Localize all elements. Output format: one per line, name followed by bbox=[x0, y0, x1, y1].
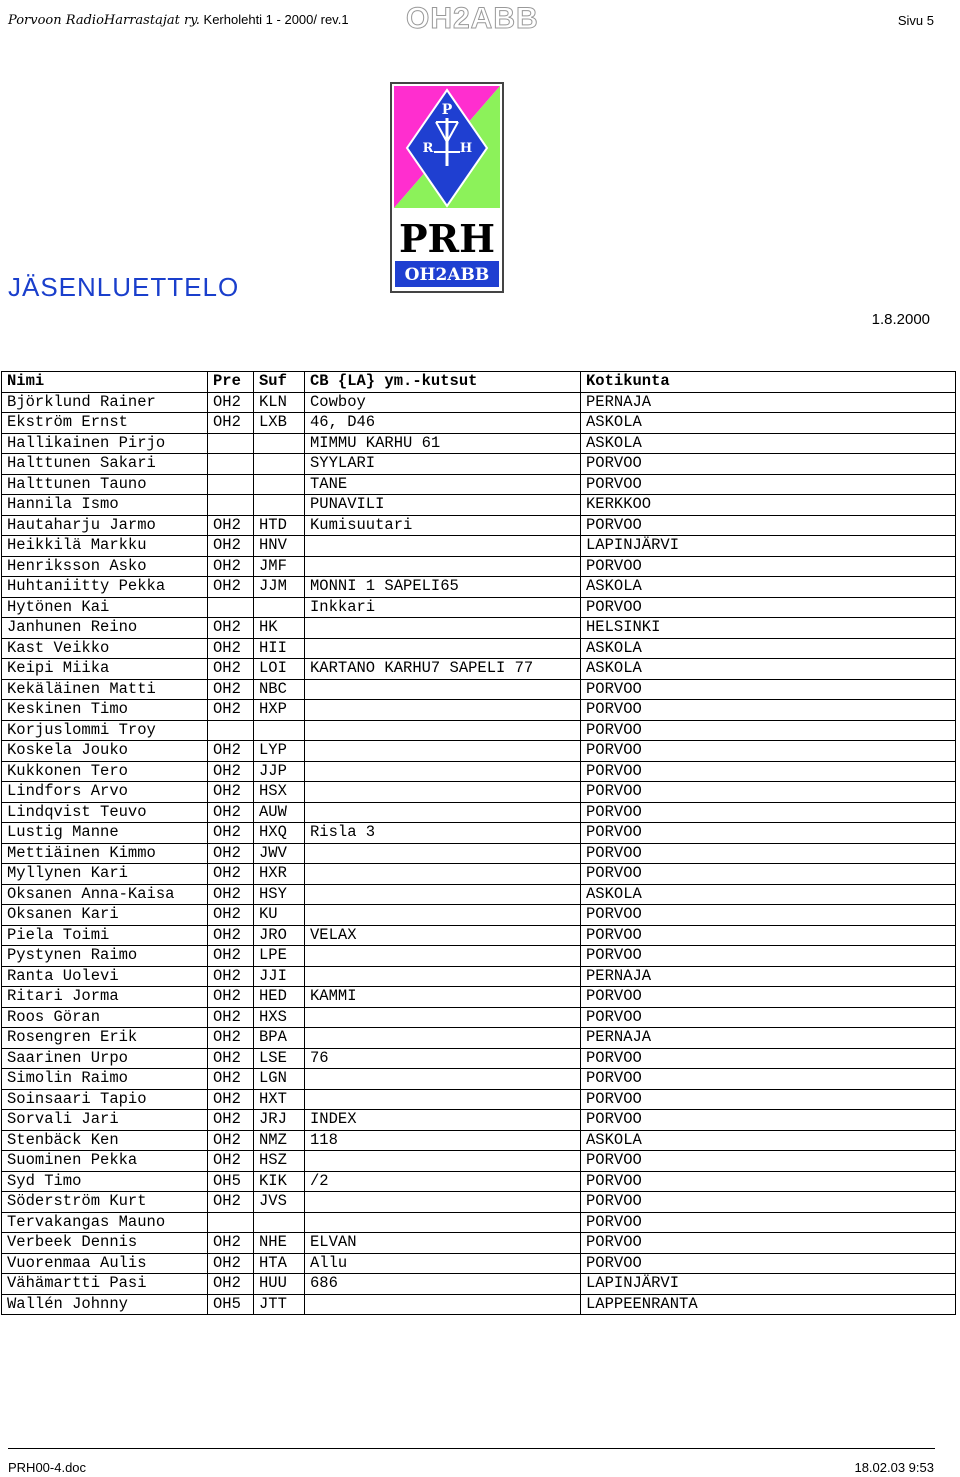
cell-suffix: LYP bbox=[254, 741, 305, 762]
cell-suffix: KIK bbox=[254, 1171, 305, 1192]
cell-name: Korjuslommi Troy bbox=[2, 720, 208, 741]
cell-cb-calls bbox=[305, 741, 581, 762]
cell-prefix: OH2 bbox=[208, 761, 254, 782]
cell-hometown: PORVOO bbox=[581, 1089, 956, 1110]
cell-hometown: PORVOO bbox=[581, 925, 956, 946]
table-row bbox=[2, 433, 956, 454]
cell-name: Mettiäinen Kimmo bbox=[2, 843, 208, 864]
cell-hometown: PORVOO bbox=[581, 1192, 956, 1213]
cell-hometown: PORVOO bbox=[581, 679, 956, 700]
cell-name: Vähämartti Pasi bbox=[2, 1274, 208, 1295]
cell-suffix: HXQ bbox=[254, 823, 305, 844]
cell-prefix: OH2 bbox=[208, 1069, 254, 1090]
cell-name: Halttunen Sakari bbox=[2, 454, 208, 475]
cell-cb-calls: KARTANO KARHU7 SAPELI 77 bbox=[305, 659, 581, 680]
cell-prefix bbox=[208, 433, 254, 454]
cell-hometown: LAPPEENRANTA bbox=[581, 1294, 956, 1315]
cell-cb-calls bbox=[305, 720, 581, 741]
cell-suffix bbox=[254, 1212, 305, 1233]
cell-name: Kast Veikko bbox=[2, 638, 208, 659]
cell-prefix: OH2 bbox=[208, 659, 254, 680]
cell-prefix: OH2 bbox=[208, 1233, 254, 1254]
cell-cb-calls bbox=[305, 536, 581, 557]
cell-hometown: ASKOLA bbox=[581, 638, 956, 659]
cell-prefix: OH2 bbox=[208, 1048, 254, 1069]
cell-name: Henriksson Asko bbox=[2, 556, 208, 577]
cell-suffix: LPE bbox=[254, 946, 305, 967]
cell-cb-calls bbox=[305, 638, 581, 659]
cell-name: Hytönen Kai bbox=[2, 597, 208, 618]
cell-hometown: PORVOO bbox=[581, 454, 956, 475]
cell-hometown: PORVOO bbox=[581, 1007, 956, 1028]
cell-cb-calls: VELAX bbox=[305, 925, 581, 946]
cell-cb-calls: INDEX bbox=[305, 1110, 581, 1131]
cell-suffix: HUU bbox=[254, 1274, 305, 1295]
cell-cb-calls bbox=[305, 556, 581, 577]
cell-hometown: PORVOO bbox=[581, 1253, 956, 1274]
cell-cb-calls bbox=[305, 843, 581, 864]
cell-cb-calls bbox=[305, 966, 581, 987]
cell-prefix bbox=[208, 597, 254, 618]
cell-prefix: OH2 bbox=[208, 1089, 254, 1110]
prh-logo bbox=[390, 82, 504, 293]
cell-prefix: OH2 bbox=[208, 618, 254, 639]
table-row bbox=[2, 495, 956, 516]
cell-suffix: JJM bbox=[254, 577, 305, 598]
cell-prefix: OH2 bbox=[208, 577, 254, 598]
list-date: 1.8.2000 bbox=[871, 311, 930, 328]
cell-hometown: HELSINKI bbox=[581, 618, 956, 639]
cell-prefix: OH2 bbox=[208, 966, 254, 987]
table-row bbox=[2, 1171, 956, 1192]
cell-cb-calls bbox=[305, 679, 581, 700]
cell-cb-calls: Allu bbox=[305, 1253, 581, 1274]
cell-hometown: PERNAJA bbox=[581, 966, 956, 987]
header-name: Nimi bbox=[2, 372, 208, 393]
cell-suffix: JTT bbox=[254, 1294, 305, 1315]
cell-prefix: OH2 bbox=[208, 700, 254, 721]
cell-suffix: HSY bbox=[254, 884, 305, 905]
cell-cb-calls bbox=[305, 1089, 581, 1110]
cell-prefix: OH2 bbox=[208, 515, 254, 536]
table-row bbox=[2, 577, 956, 598]
cell-prefix bbox=[208, 474, 254, 495]
cell-name: Ritari Jorma bbox=[2, 987, 208, 1008]
cell-hometown: PORVOO bbox=[581, 1048, 956, 1069]
cell-cb-calls: PUNAVILI bbox=[305, 495, 581, 516]
cell-prefix: OH5 bbox=[208, 1294, 254, 1315]
cell-prefix: OH2 bbox=[208, 946, 254, 967]
header-prefix: Pre bbox=[208, 372, 254, 393]
cell-name: Janhunen Reino bbox=[2, 618, 208, 639]
cell-hometown: LAPINJÄRVI bbox=[581, 536, 956, 557]
logo-letter-p: P bbox=[441, 102, 453, 118]
cell-hometown: PORVOO bbox=[581, 761, 956, 782]
cell-suffix: KU bbox=[254, 905, 305, 926]
table-row bbox=[2, 823, 956, 844]
cell-suffix: KLN bbox=[254, 392, 305, 413]
table-row bbox=[2, 1233, 956, 1254]
cell-prefix bbox=[208, 1212, 254, 1233]
cell-suffix: JJI bbox=[254, 966, 305, 987]
cell-name: Rosengren Erik bbox=[2, 1028, 208, 1049]
cell-suffix: HNV bbox=[254, 536, 305, 557]
header-cb-calls: CB {LA} ym.-kutsut bbox=[305, 372, 581, 393]
page-title: JÄSENLUETTELO bbox=[8, 272, 240, 302]
cell-prefix: OH2 bbox=[208, 679, 254, 700]
cell-hometown: ASKOLA bbox=[581, 433, 956, 454]
table-row bbox=[2, 597, 956, 618]
table-row bbox=[2, 454, 956, 475]
cell-cb-calls: TANE bbox=[305, 474, 581, 495]
cell-hometown: PORVOO bbox=[581, 556, 956, 577]
cell-name: Halttunen Tauno bbox=[2, 474, 208, 495]
table-row bbox=[2, 987, 956, 1008]
cell-name: Suominen Pekka bbox=[2, 1151, 208, 1172]
cell-name: Lindfors Arvo bbox=[2, 782, 208, 803]
cell-prefix bbox=[208, 495, 254, 516]
cell-prefix: OH2 bbox=[208, 1253, 254, 1274]
cell-cb-calls: MONNI 1 SAPELI65 bbox=[305, 577, 581, 598]
table-row bbox=[2, 1110, 956, 1131]
table-row bbox=[2, 1028, 956, 1049]
cell-cb-calls: /2 bbox=[305, 1171, 581, 1192]
cell-prefix: OH2 bbox=[208, 413, 254, 434]
table-row bbox=[2, 474, 956, 495]
cell-hometown: PORVOO bbox=[581, 802, 956, 823]
cell-prefix: OH5 bbox=[208, 1171, 254, 1192]
logo-letter-h: H bbox=[459, 141, 473, 156]
cell-cb-calls bbox=[305, 700, 581, 721]
cell-name: Soinsaari Tapio bbox=[2, 1089, 208, 1110]
cell-prefix: OH2 bbox=[208, 802, 254, 823]
table-row bbox=[2, 843, 956, 864]
page-header bbox=[8, 4, 938, 34]
cell-prefix: OH2 bbox=[208, 1130, 254, 1151]
table-header-row bbox=[2, 372, 956, 393]
table-row bbox=[2, 515, 956, 536]
cell-hometown: ASKOLA bbox=[581, 413, 956, 434]
cell-prefix: OH2 bbox=[208, 1007, 254, 1028]
cell-hometown: PORVOO bbox=[581, 700, 956, 721]
cell-hometown: PORVOO bbox=[581, 474, 956, 495]
cell-suffix: NHE bbox=[254, 1233, 305, 1254]
header-suffix: Suf bbox=[254, 372, 305, 393]
cell-name: Pystynen Raimo bbox=[2, 946, 208, 967]
cell-name: Myllynen Kari bbox=[2, 864, 208, 885]
cell-hometown: PORVOO bbox=[581, 864, 956, 885]
cell-hometown: PERNAJA bbox=[581, 1028, 956, 1049]
newsletter-brand bbox=[8, 12, 349, 28]
cell-cb-calls: KAMMI bbox=[305, 987, 581, 1008]
cell-suffix bbox=[254, 495, 305, 516]
cell-cb-calls: 46, D46 bbox=[305, 413, 581, 434]
table-row bbox=[2, 761, 956, 782]
cell-suffix: LGN bbox=[254, 1069, 305, 1090]
cell-name: Lustig Manne bbox=[2, 823, 208, 844]
cell-prefix: OH2 bbox=[208, 536, 254, 557]
cell-hometown: PERNAJA bbox=[581, 392, 956, 413]
ghost-callsign: OH2ABB bbox=[406, 2, 539, 35]
cell-hometown: PORVOO bbox=[581, 1212, 956, 1233]
cell-suffix: BPA bbox=[254, 1028, 305, 1049]
cell-cb-calls: 118 bbox=[305, 1130, 581, 1151]
cell-hometown: ASKOLA bbox=[581, 577, 956, 598]
cell-cb-calls: ELVAN bbox=[305, 1233, 581, 1254]
cell-name: Lindqvist Teuvo bbox=[2, 802, 208, 823]
table-row bbox=[2, 782, 956, 803]
cell-hometown: PORVOO bbox=[581, 843, 956, 864]
cell-hometown: PORVOO bbox=[581, 823, 956, 844]
cell-cb-calls bbox=[305, 946, 581, 967]
cell-hometown: PORVOO bbox=[581, 782, 956, 803]
cell-cb-calls bbox=[305, 761, 581, 782]
table-row bbox=[2, 679, 956, 700]
cell-name: Hautaharju Jarmo bbox=[2, 515, 208, 536]
cell-cb-calls bbox=[305, 864, 581, 885]
cell-cb-calls bbox=[305, 1151, 581, 1172]
table-row bbox=[2, 556, 956, 577]
table-row bbox=[2, 1069, 956, 1090]
table-row bbox=[2, 638, 956, 659]
cell-name: Huhtaniitty Pekka bbox=[2, 577, 208, 598]
table-row bbox=[2, 1089, 956, 1110]
cell-cb-calls bbox=[305, 782, 581, 803]
cell-prefix: OH2 bbox=[208, 843, 254, 864]
footer-divider bbox=[8, 1448, 935, 1449]
cell-name: Koskela Jouko bbox=[2, 741, 208, 762]
table-row bbox=[2, 536, 956, 557]
cell-cb-calls bbox=[305, 905, 581, 926]
cell-prefix: OH2 bbox=[208, 392, 254, 413]
cell-name: Hannila Ismo bbox=[2, 495, 208, 516]
cell-name: Roos Göran bbox=[2, 1007, 208, 1028]
table-row bbox=[2, 1007, 956, 1028]
cell-prefix: OH2 bbox=[208, 741, 254, 762]
cell-suffix: JRJ bbox=[254, 1110, 305, 1131]
cell-hometown: PORVOO bbox=[581, 597, 956, 618]
cell-prefix: OH2 bbox=[208, 884, 254, 905]
cell-prefix bbox=[208, 454, 254, 475]
cell-suffix: HK bbox=[254, 618, 305, 639]
table-row bbox=[2, 413, 956, 434]
cell-hometown: PORVOO bbox=[581, 905, 956, 926]
cell-suffix: HSX bbox=[254, 782, 305, 803]
table-row bbox=[2, 1048, 956, 1069]
table-row bbox=[2, 1274, 956, 1295]
logo-callsign: OH2ABB bbox=[404, 265, 490, 285]
cell-name: Stenbäck Ken bbox=[2, 1130, 208, 1151]
cell-hometown: ASKOLA bbox=[581, 1130, 956, 1151]
table-row bbox=[2, 720, 956, 741]
cell-hometown: PORVOO bbox=[581, 515, 956, 536]
cell-cb-calls: Inkkari bbox=[305, 597, 581, 618]
cell-cb-calls bbox=[305, 1192, 581, 1213]
cell-suffix: JVS bbox=[254, 1192, 305, 1213]
table-row bbox=[2, 700, 956, 721]
table-row bbox=[2, 1212, 956, 1233]
cell-name: Piela Toimi bbox=[2, 925, 208, 946]
cell-suffix: HXT bbox=[254, 1089, 305, 1110]
cell-cb-calls bbox=[305, 618, 581, 639]
table-row bbox=[2, 884, 956, 905]
table-row bbox=[2, 946, 956, 967]
cell-cb-calls: 686 bbox=[305, 1274, 581, 1295]
cell-name: Heikkilä Markku bbox=[2, 536, 208, 557]
cell-suffix bbox=[254, 454, 305, 475]
table-row bbox=[2, 1294, 956, 1315]
cell-name: Keskinen Timo bbox=[2, 700, 208, 721]
cell-suffix: NMZ bbox=[254, 1130, 305, 1151]
cell-suffix: HTD bbox=[254, 515, 305, 536]
cell-prefix: OH2 bbox=[208, 1151, 254, 1172]
cell-suffix: JMF bbox=[254, 556, 305, 577]
cell-name: Syd Timo bbox=[2, 1171, 208, 1192]
cell-cb-calls: Cowboy bbox=[305, 392, 581, 413]
cell-cb-calls: MIMMU KARHU 61 bbox=[305, 433, 581, 454]
cell-prefix: OH2 bbox=[208, 556, 254, 577]
cell-prefix: OH2 bbox=[208, 782, 254, 803]
cell-prefix: OH2 bbox=[208, 1192, 254, 1213]
cell-hometown: PORVOO bbox=[581, 1171, 956, 1192]
cell-name: Ranta Uolevi bbox=[2, 966, 208, 987]
cell-cb-calls: Risla 3 bbox=[305, 823, 581, 844]
cell-suffix bbox=[254, 433, 305, 454]
logo-letter-r: R bbox=[422, 141, 434, 156]
cell-cb-calls bbox=[305, 1028, 581, 1049]
cell-prefix: OH2 bbox=[208, 1110, 254, 1131]
member-rows bbox=[2, 392, 956, 1315]
cell-hometown: PORVOO bbox=[581, 946, 956, 967]
footer-timestamp: 18.02.03 9:53 bbox=[854, 1460, 934, 1475]
cell-name: Verbeek Dennis bbox=[2, 1233, 208, 1254]
cell-suffix: JWV bbox=[254, 843, 305, 864]
table-row bbox=[2, 925, 956, 946]
table-row bbox=[2, 1151, 956, 1172]
cell-hometown: ASKOLA bbox=[581, 884, 956, 905]
cell-hometown: PORVOO bbox=[581, 987, 956, 1008]
header-hometown: Kotikunta bbox=[581, 372, 956, 393]
cell-name: Simolin Raimo bbox=[2, 1069, 208, 1090]
cell-suffix: HSZ bbox=[254, 1151, 305, 1172]
cell-name: Sorvali Jari bbox=[2, 1110, 208, 1131]
cell-cb-calls bbox=[305, 884, 581, 905]
cell-hometown: LAPINJÄRVI bbox=[581, 1274, 956, 1295]
issue-label: Kerholehti 1 - 2000/ rev.1 bbox=[199, 12, 349, 27]
table-row bbox=[2, 1130, 956, 1151]
cell-name: Hallikainen Pirjo bbox=[2, 433, 208, 454]
cell-prefix: OH2 bbox=[208, 905, 254, 926]
cell-suffix bbox=[254, 720, 305, 741]
cell-cb-calls bbox=[305, 1069, 581, 1090]
cell-cb-calls: 76 bbox=[305, 1048, 581, 1069]
cell-suffix: AUW bbox=[254, 802, 305, 823]
cell-hometown: PORVOO bbox=[581, 1233, 956, 1254]
cell-suffix: LOI bbox=[254, 659, 305, 680]
cell-suffix: HED bbox=[254, 987, 305, 1008]
table-row bbox=[2, 392, 956, 413]
cell-suffix bbox=[254, 474, 305, 495]
cell-hometown: KERKKOO bbox=[581, 495, 956, 516]
cell-hometown: ASKOLA bbox=[581, 659, 956, 680]
cell-suffix: JJP bbox=[254, 761, 305, 782]
table-row bbox=[2, 741, 956, 762]
cell-name: Keipi Miika bbox=[2, 659, 208, 680]
cell-suffix: HTA bbox=[254, 1253, 305, 1274]
cell-cb-calls bbox=[305, 1007, 581, 1028]
cell-name: Tervakangas Mauno bbox=[2, 1212, 208, 1233]
table-row bbox=[2, 618, 956, 639]
cell-hometown: PORVOO bbox=[581, 741, 956, 762]
cell-name: Oksanen Anna-Kaisa bbox=[2, 884, 208, 905]
cell-name: Vuorenmaa Aulis bbox=[2, 1253, 208, 1274]
page-number: Sivu 5 bbox=[897, 13, 934, 28]
cell-prefix: OH2 bbox=[208, 864, 254, 885]
cell-prefix bbox=[208, 720, 254, 741]
cell-suffix: HII bbox=[254, 638, 305, 659]
cell-name: Kekäläinen Matti bbox=[2, 679, 208, 700]
cell-suffix: NBC bbox=[254, 679, 305, 700]
cell-cb-calls: SYYLARI bbox=[305, 454, 581, 475]
cell-cb-calls bbox=[305, 1294, 581, 1315]
cell-suffix: HXR bbox=[254, 864, 305, 885]
table-row bbox=[2, 1192, 956, 1213]
cell-name: Oksanen Kari bbox=[2, 905, 208, 926]
member-table bbox=[1, 371, 956, 1315]
cell-hometown: PORVOO bbox=[581, 1069, 956, 1090]
cell-suffix: HXS bbox=[254, 1007, 305, 1028]
table-row bbox=[2, 1253, 956, 1274]
cell-name: Söderström Kurt bbox=[2, 1192, 208, 1213]
table-row bbox=[2, 905, 956, 926]
table-row bbox=[2, 966, 956, 987]
cell-prefix: OH2 bbox=[208, 1274, 254, 1295]
table-row bbox=[2, 802, 956, 823]
cell-hometown: PORVOO bbox=[581, 720, 956, 741]
cell-prefix: OH2 bbox=[208, 925, 254, 946]
club-name: Porvoon RadioHarrastajat ry. bbox=[8, 13, 200, 28]
table-row bbox=[2, 864, 956, 885]
cell-prefix: OH2 bbox=[208, 823, 254, 844]
cell-prefix: OH2 bbox=[208, 987, 254, 1008]
cell-prefix: OH2 bbox=[208, 1028, 254, 1049]
cell-suffix bbox=[254, 597, 305, 618]
cell-suffix: LXB bbox=[254, 413, 305, 434]
table-row bbox=[2, 659, 956, 680]
cell-name: Björklund Rainer bbox=[2, 392, 208, 413]
cell-prefix: OH2 bbox=[208, 638, 254, 659]
logo-org: PRH bbox=[398, 216, 496, 261]
cell-cb-calls bbox=[305, 802, 581, 823]
cell-name: Ekström Ernst bbox=[2, 413, 208, 434]
cell-cb-calls bbox=[305, 1212, 581, 1233]
footer-filename: PRH00-4.doc bbox=[8, 1460, 87, 1475]
cell-suffix: LSE bbox=[254, 1048, 305, 1069]
cell-name: Saarinen Urpo bbox=[2, 1048, 208, 1069]
cell-suffix: HXP bbox=[254, 700, 305, 721]
cell-hometown: PORVOO bbox=[581, 1110, 956, 1131]
cell-hometown: PORVOO bbox=[581, 1151, 956, 1172]
cell-name: Kukkonen Tero bbox=[2, 761, 208, 782]
cell-name: Wallén Johnny bbox=[2, 1294, 208, 1315]
cell-suffix: JRO bbox=[254, 925, 305, 946]
cell-cb-calls: Kumisuutari bbox=[305, 515, 581, 536]
